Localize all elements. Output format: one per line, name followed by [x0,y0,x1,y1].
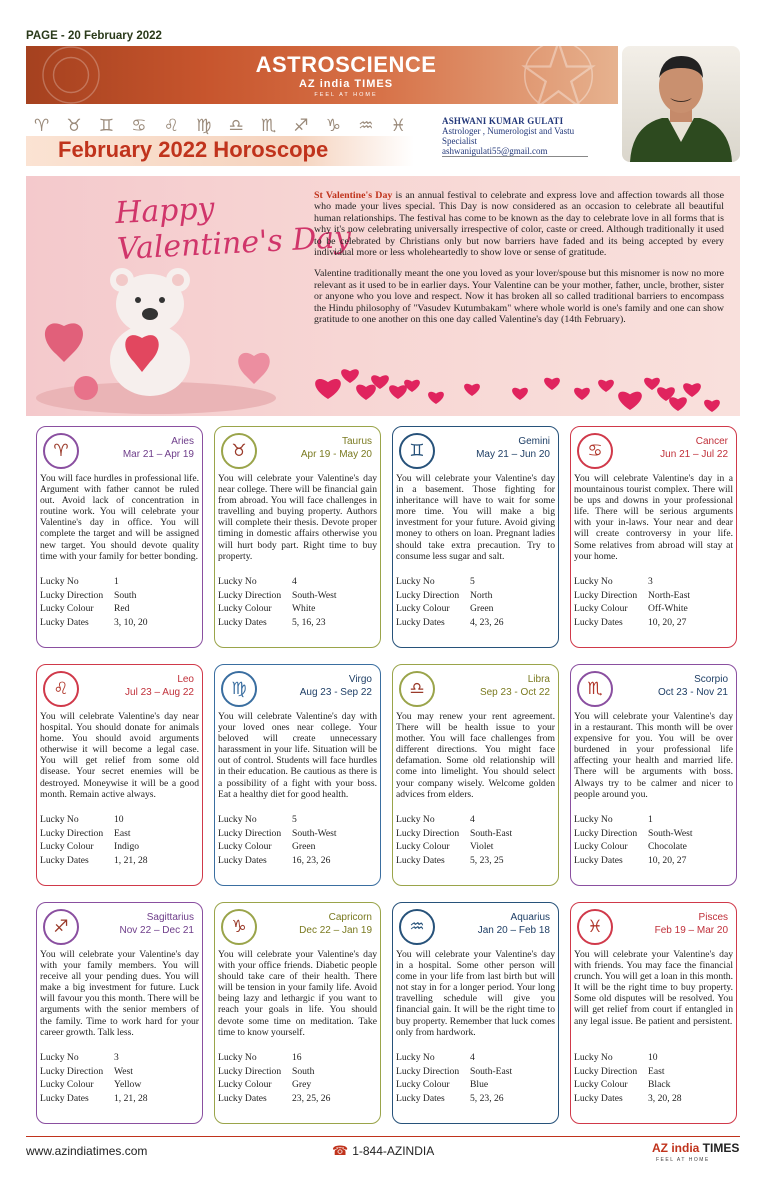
horoscope-text: You will celebrate your Valentine's day with friends. You may face the financial crunch. You will get a loan in this month. It will be the right time to buy property. Some old disputes will be resolved. You will get relief from court if entangled in any legal issue. Be patient and persistent. [574,949,733,1027]
lucky-direction-value: East [114,827,131,839]
lucky-dates-value: 23, 25, 26 [292,1092,331,1104]
lucky-no-label: Lucky No [396,1052,435,1063]
horoscope-text: You will celebrate Valentine's day with your loved ones near college. Your beloved will create unnecessary harassment in your life. Situation will be out of control. Students will face hurdles in their education. Be cautious as there is a possibility of a fight with your boss. Eat a healthy diet for good health. [218,711,377,800]
zodiac-glyph-icon: ♊ [98,116,115,136]
brand-logo: AZ india TIMES [298,78,394,90]
horoscope-text: You will celebrate Valentine's day in a mountainous tourist complex. There will be ups and downs in your professional life. There will be serious arguments with your in-laws. Your near and dear will create controversy in your life. Some relatives from abroad will stay at your home. [574,473,733,562]
sign-dates: Nov 22 – Dec 21 [119,925,194,936]
lucky-direction-label: Lucky Direction [40,1065,104,1077]
lucky-dates-label: Lucky Dates [40,854,89,866]
ram-icon: ♈ [43,433,79,469]
sign-name: Gemini [518,436,550,447]
footer-brand-tagline: FEEL AT HOME [656,1157,710,1163]
lucky-direction-label: Lucky Direction [574,827,638,839]
lucky-direction-value: South-East [470,1065,513,1077]
zodiac-glyph-icon: ♎ [228,116,244,136]
lucky-colour-value: Off-White [648,603,688,614]
lion-icon: ♌ [43,671,79,707]
lucky-dates-label: Lucky Dates [396,616,445,628]
horoscope-card-aquarius [392,902,559,1124]
author-info [442,116,592,156]
zodiac-glyph-icon: ♍ [196,116,212,136]
lucky-dates-value: 5, 23, 26 [470,1092,504,1104]
horoscope-card-libra [392,664,559,886]
lucky-direction-label: Lucky Direction [40,827,104,839]
lucky-colour-value: Red [114,603,130,614]
valentine-paragraph-1-text: is an annual festival to celebrate and express love and affection towards all those who made your lives special. This Day is now considered as an occasion to celebrate all beautiful human relationships. The festival has come to be known as the day to celebrate love in all forms that is why it's now celebrating universally irrespective of color, caste or creed. Although traditionally it used to be celebrated by Christians only but now barriers have faded and its being accepted by every individual more or less wholeheartedly to show love or sense of gratitude. [314,190,724,259]
archer-icon: ♐ [43,909,79,945]
brand-part-a: AZ india [652,1141,700,1155]
lucky-direction-value: North [470,589,493,601]
sign-dates: Mar 21 – Apr 19 [122,449,194,460]
lucky-dates-value: 10, 20, 27 [648,854,687,866]
horoscope-title: February 2022 Horoscope [58,137,329,162]
heart-icon [544,378,560,390]
lucky-no-value: 3 [648,576,653,587]
lucky-no-label: Lucky No [40,814,79,825]
author-role: Astrologer , Numerologist and Vastu Specialist [442,126,575,146]
sign-dates: Jan 20 – Feb 18 [477,925,550,936]
lucky-no-label: Lucky No [396,814,435,825]
brand-tagline: FEEL AT HOME [314,92,378,98]
zodiac-glyph-icon: ♌ [163,116,179,136]
maiden-icon: ♍ [221,671,257,707]
sign-name: Capricorn [328,912,372,923]
lucky-dates-label: Lucky Dates [218,616,267,628]
lucky-no-label: Lucky No [218,576,257,587]
heart-icon [644,378,660,390]
lucky-colour-label: Lucky Colour [40,841,94,852]
lucky-colour-value: Indigo [114,841,140,852]
footer-website-link[interactable]: www.azindiatimes.com [26,1144,148,1158]
zodiac-glyph-icon: ♑ [325,116,342,136]
lucky-colour-value: White [292,603,316,614]
lucky-direction-label: Lucky Direction [218,589,282,601]
sign-dates: Dec 22 – Jan 19 [299,925,372,936]
lucky-details [218,813,380,867]
lucky-no-value: 4 [292,576,297,587]
zodiac-glyph-icon: ♓ [390,116,406,136]
horoscope-card-pisces [570,902,737,1124]
horoscope-text: You will celebrate your Valentine's day in a hospital. Some other person will come in your life from last birth but will not stay in for a longer period. Your long travelling schedule will give you financial gain. It will be the right time to buy property. Remember that luck comes only from hardwork. [396,949,555,1038]
heart-icon [704,400,720,412]
lucky-colour-value: Grey [292,1079,312,1090]
sign-name: Leo [177,674,194,685]
footer-divider [26,1136,740,1137]
sign-name: Aquarius [510,912,550,923]
author-email[interactable]: ashwanigulati55@gmail.com [442,146,548,156]
horoscope-text: You will celebrate your Valentine's day with your family members. You will receive all your pending dues. You will make a big investment for future. Luck will favour you this month. There will be arguments with the senior members of the family. Time to work hard for your career growth. Talk less. [40,949,199,1038]
lucky-colour-value: Green [292,841,316,852]
horoscope-text: You will celebrate your Valentine's day in a restaurant. This month will be over expensive for you. You will be over burdened in your professional life affecting your health and married life. There will be arguments with boss. Always try to be calmer and nicer to people around you. [574,711,733,800]
lucky-no-label: Lucky No [574,576,613,587]
sign-dates: Jun 21 – Jul 22 [660,449,728,460]
lucky-no-value: 5 [470,576,475,587]
lucky-colour-label: Lucky Colour [40,603,94,614]
lucky-details [218,575,380,629]
lucky-direction-label: Lucky Direction [218,827,282,839]
lucky-direction-value: South-West [292,827,337,839]
sign-name: Cancer [695,436,728,447]
lucky-colour-value: Violet [470,841,494,852]
zodiac-glyph-icon: ♐ [293,116,309,136]
lucky-direction-value: East [648,1065,665,1077]
lucky-direction-value: South [292,1065,315,1077]
lucky-no-value: 4 [470,1052,475,1063]
heart-icon [574,388,590,400]
sign-dates: Aug 23 - Sep 22 [299,687,372,698]
lucky-direction-value: South [114,589,137,601]
lucky-dates-value: 3, 20, 28 [648,1092,682,1104]
crab-icon: ♋ [577,433,613,469]
phone-icon: ☎ [332,1143,349,1158]
horoscope-text: You will face hurdles in professional life. Argument with father cannot be ruled out. Avoid lack of concentration in routine work. You will celebrate your Valentine's day in office. You will complete the target and will be assigned new target. You should devote quality time with your family for better bonding. [40,473,199,562]
lucky-details [574,1051,736,1105]
lucky-details [40,575,202,629]
heart-icon [428,392,444,404]
lucky-dates-label: Lucky Dates [574,854,623,866]
lucky-details [396,813,558,867]
lucky-dates-value: 1, 21, 28 [114,1092,148,1104]
lucky-no-label: Lucky No [218,814,257,825]
lucky-dates-label: Lucky Dates [218,1092,267,1104]
lucky-dates-value: 3, 10, 20 [114,616,148,628]
lucky-dates-value: 10, 20, 27 [648,616,687,628]
horoscope-card-sagittarius [36,902,203,1124]
sign-name: Sagittarius [146,912,194,923]
lucky-colour-value: Green [470,603,494,614]
horoscope-text: You may renew your rent agreement. There will be health issue to your mother. You will face challenges from different directions. You might face defamation. Some old relationship will come into limelight. You should select your company wisely. Welcome golden advices from elders. [396,711,555,800]
lucky-no-value: 1 [114,576,119,587]
lucky-direction-label: Lucky Direction [218,1065,282,1077]
sign-dates: Sep 23 - Oct 22 [479,687,550,698]
sign-name: Taurus [341,436,372,447]
sign-dates: Oct 23 - Nov 21 [657,687,728,698]
lucky-details [218,1051,380,1105]
lucky-details [40,813,202,867]
lucky-no-label: Lucky No [40,576,79,587]
lucky-direction-value: South-West [292,589,337,601]
bull-icon: ♉ [221,433,257,469]
lucky-dates-value: 1, 21, 28 [114,854,148,866]
valentines-day-text: Valentine's Day [116,219,352,268]
valentine-paragraph-2: Valentine traditionally meant the one you loved as your lover/spouse but this misnomer is now no more relevant as it used to be in earlier days. Your Valentine can be your mother, father, uncle, brother, sister or anyone who you love and respect. Now it has broken all so called traditional barriers to encompass the Hindu philosophy of "Vasudev Kutumbakam" where whole world is one's family and one can show gratitude to one another on this one day called Valentine's day (14th February). [314,268,724,326]
lucky-no-value: 1 [648,814,653,825]
brand-part-b: TIMES [699,1141,740,1155]
horoscope-card-gemini [392,426,559,648]
horoscope-text: You will celebrate your Valentine's day in a basement. Those fighting for inheritance will have to wait for some more time. You will make a big investment for your future. Avoid giving money to others on loan. Pregnant ladies should take extra precaution. Try to consume less sugar and salt. [396,473,555,562]
lucky-details [574,813,736,867]
author-photo [622,46,740,162]
lucky-colour-label: Lucky Colour [574,841,628,852]
twins-icon: ♊ [399,433,435,469]
horoscope-text: You will celebrate your Valentine's day near college. There will be financial gain from abroad. You will face challenges in travelling and buying property. Authors will complete their thesis. Devote proper timing in domestic affairs otherwise you will hurt body part. Right time to buy property. [218,473,377,562]
phone-number: 1-844-AZINDIA [352,1144,435,1158]
lucky-dates-value: 5, 23, 25 [470,854,504,866]
heart-icon [341,369,359,383]
zodiac-glyph-icon: ♏ [260,116,277,136]
lucky-dates-label: Lucky Dates [574,616,623,628]
zodiac-glyph-icon: ♋ [131,116,147,136]
lucky-colour-value: Yellow [114,1079,142,1090]
lucky-direction-label: Lucky Direction [574,589,638,601]
zodiac-glyph-icon: ♉ [66,116,82,136]
lucky-no-value: 10 [114,814,124,825]
lucky-no-value: 3 [114,1052,119,1063]
lucky-details [40,1051,202,1105]
horoscope-text: You will celebrate Valentine's day near hospital. You should donate for animals home. You should avoid arguments otherwise it will become a legal case. You will get relief from some old disease. Your secret enemies will be destroyed. Moneywise it will be a good month. Remain active always. [40,711,199,800]
lucky-colour-label: Lucky Colour [396,841,450,852]
lucky-colour-label: Lucky Colour [396,603,450,614]
sign-dates: May 21 – Jun 20 [476,449,550,460]
lucky-dates-label: Lucky Dates [574,1092,623,1104]
author-divider [442,156,588,157]
author-name: ASHWANI KUMAR GULATI [442,116,564,126]
lucky-dates-label: Lucky Dates [396,1092,445,1104]
lucky-colour-label: Lucky Colour [218,1079,272,1090]
heart-icon [598,380,614,392]
lucky-dates-label: Lucky Dates [40,616,89,628]
hearts-decoration [26,176,740,416]
lucky-details [396,575,558,629]
heart-icon [464,384,480,396]
lucky-dates-label: Lucky Dates [218,854,267,866]
horoscope-text: You will celebrate your Valentine's day with your office friends. Diabetic people should take care of their health. There will be tension in your family life. Avoid being lazy and lethargic if you want to reach your goals in life. You should devote some time on meditation. Take time to know yourself. [218,949,377,1038]
sign-dates: Apr 19 - May 20 [300,449,372,460]
lucky-direction-value: South-East [470,827,513,839]
lucky-colour-value: Chocolate [648,841,687,852]
footer-phone[interactable] [332,1143,434,1159]
lucky-direction-value: North-East [648,589,691,601]
lucky-no-label: Lucky No [574,814,613,825]
lucky-direction-value: West [114,1065,133,1077]
heart-icon [315,379,341,399]
lucky-no-label: Lucky No [574,1052,613,1063]
heart-icon [512,388,528,400]
lucky-no-label: Lucky No [40,1052,79,1063]
lucky-colour-label: Lucky Colour [218,603,272,614]
lucky-colour-label: Lucky Colour [396,1079,450,1090]
lucky-no-label: Lucky No [396,576,435,587]
happy-text: Happy [114,190,216,232]
horoscope-card-cancer [570,426,737,648]
lucky-direction-label: Lucky Direction [40,589,104,601]
lucky-direction-value: South-West [648,827,693,839]
astroscience-banner [26,46,618,104]
sign-name: Libra [527,674,550,685]
heart-icon [683,383,701,397]
lucky-colour-label: Lucky Colour [574,1079,628,1090]
lucky-colour-label: Lucky Colour [574,603,628,614]
lucky-dates-value: 16, 23, 26 [292,854,331,866]
lucky-dates-value: 5, 16, 23 [292,616,326,628]
heart-icon [669,397,687,411]
lucky-no-value: 10 [648,1052,658,1063]
water-bearer-icon: ♒ [399,909,435,945]
lucky-no-value: 5 [292,814,297,825]
lucky-direction-label: Lucky Direction [574,1065,638,1077]
lucky-direction-label: Lucky Direction [396,827,460,839]
sign-dates: Feb 19 – Mar 20 [654,925,728,936]
zodiac-glyph-icon: ♒ [358,116,374,136]
zodiac-glyph-icon: ♈ [34,116,50,136]
horoscope-card-taurus [214,426,381,648]
horoscope-card-capricorn [214,902,381,1124]
horoscope-card-scorpio [570,664,737,886]
heart-icon [618,392,642,410]
sign-name: Virgo [348,674,372,685]
lucky-details [396,1051,558,1105]
lucky-no-value: 16 [292,1052,302,1063]
horoscope-card-aries [36,426,203,648]
lucky-direction-label: Lucky Direction [396,589,460,601]
heart-icon [389,385,407,399]
lucky-dates-label: Lucky Dates [40,1092,89,1104]
lucky-colour-label: Lucky Colour [218,841,272,852]
heart-icon [356,385,376,400]
lucky-colour-value: Black [648,1079,671,1090]
fish-icon: ♓ [577,909,613,945]
scorpion-icon: ♏ [577,671,613,707]
page-label: PAGE - 20 February 2022 [26,30,162,42]
section-title: ASTROSCIENCE [255,52,437,77]
lucky-no-value: 4 [470,814,475,825]
footer-brand-logo [652,1141,739,1155]
horoscope-card-leo [36,664,203,886]
valentine-highlight: St Valentine's Day [314,190,393,201]
horoscope-card-virgo [214,664,381,886]
lucky-colour-value: Blue [470,1079,489,1090]
lucky-direction-label: Lucky Direction [396,1065,460,1077]
lucky-details [574,575,736,629]
lucky-no-label: Lucky No [218,1052,257,1063]
sign-name: Scorpio [694,674,728,685]
sign-name: Aries [171,436,194,447]
sign-dates: Jul 23 – Aug 22 [125,687,194,698]
sign-name: Pisces [698,912,728,923]
scales-icon: ♎ [399,671,435,707]
valentine-panel [26,176,740,416]
lucky-dates-label: Lucky Dates [396,854,445,866]
lucky-dates-value: 4, 23, 26 [470,616,504,628]
lucky-colour-label: Lucky Colour [40,1079,94,1090]
goat-icon: ♑ [221,909,257,945]
